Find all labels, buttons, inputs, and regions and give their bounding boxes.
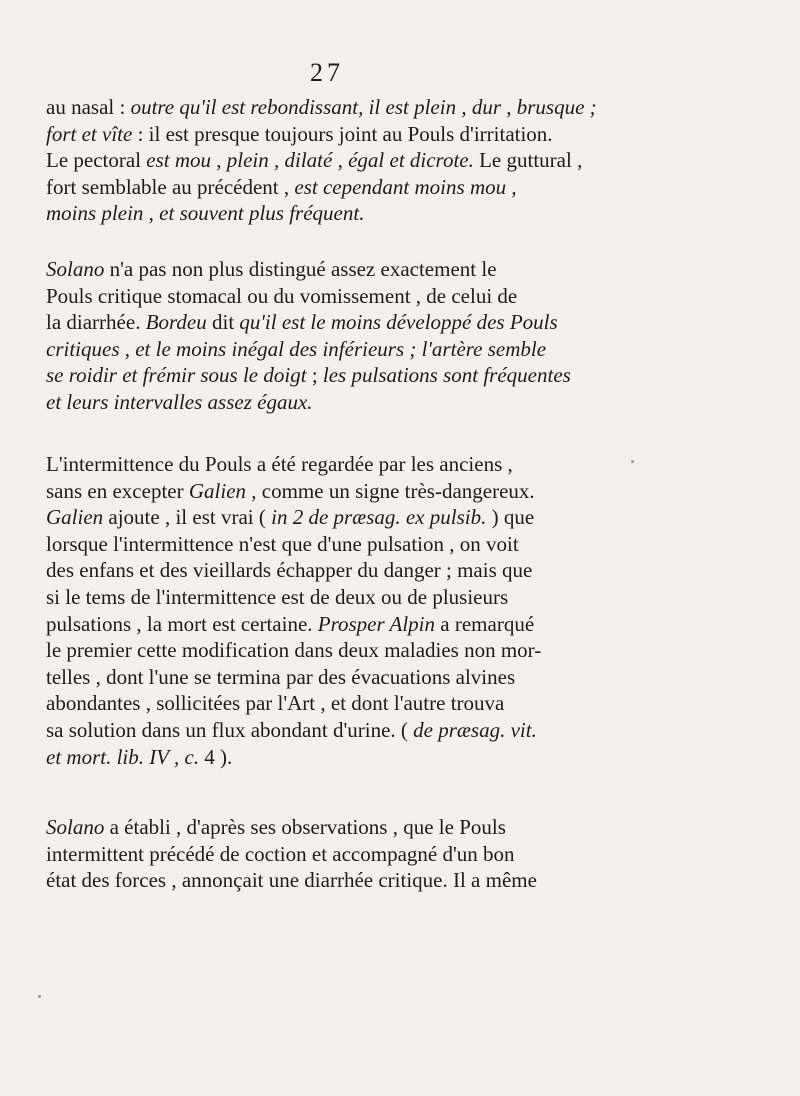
italic-text: est cependant moins mou , [294,174,517,199]
text-run: dit [206,310,240,335]
text-run: au nasal : [46,95,131,119]
text-run: intermittent précédé de coction et accompagné d'un bon [46,841,515,866]
italic-text: Solano [46,257,105,281]
text-run: le premier cette modification dans deux maladies non mor- [46,638,542,663]
italic-text: qu'il est le moins développé des Pouls [239,310,558,335]
text-line [46,531,618,558]
text-line [46,814,618,841]
paragraph [46,451,618,770]
text-run: des enfans et des vieillards échapper du danger ; mais que [46,558,533,583]
text-line [46,717,618,744]
text-line [46,664,618,691]
text-line [46,637,618,664]
text-line [46,121,618,148]
text-run: , comme un signe très-dangereux. [246,478,535,503]
text-line [46,611,618,638]
text-line [46,690,618,717]
italic-text: moins plein , et souvent plus fréquent. [46,201,365,226]
text-line [46,841,618,868]
paper-speck [38,995,41,998]
text-run: a remarqué [435,611,535,636]
italic-text: se roidir et frémir sous le doigt [46,363,307,388]
text-run: la diarrhée. [46,310,146,335]
text-run: abondantes , sollicitées par l'Art , et dont l'autre trouva [46,691,505,716]
text-line [46,867,618,894]
text-line [46,451,618,478]
text-run: ; [306,363,323,388]
text-run: Le guttural , [473,148,583,173]
text-line [46,309,618,336]
text-run: L'intermittence du Pouls a été regardée par les anciens , [46,452,513,476]
text-line [46,200,618,227]
italic-text: et leurs intervalles assez égaux. [46,389,313,414]
paragraph [46,94,618,227]
page-number: 27 [310,58,344,87]
text-line [46,389,618,416]
italic-text: de præsag. vit. [413,717,537,742]
text-run: lorsque l'intermittence n'est que d'une pulsation , on voit [46,531,519,556]
text-line [46,744,618,771]
text-line [46,478,618,505]
italic-text: Solano [46,815,105,839]
text-run: ) que [486,505,535,530]
text-run: : il est presque toujours joint au Pouls d'irritation. [132,121,553,146]
italic-text: Galien [188,478,247,503]
italic-text: outre qu'il est rebondissant, il est plein , dur , brusque ; [130,95,597,119]
text-run: sa solution dans un flux abondant d'urine. ( [46,717,414,742]
text-run: pulsations , la mort est certaine. [46,611,318,636]
text-line [46,504,618,531]
italic-text: in 2 de præsag. ex pulsib. [271,505,487,530]
text-run: Pouls critique stomacal ou du vomissement , de celui de [46,283,518,308]
text-run: état des forces , annonçait une diarrhée critique. Il a même [46,868,537,893]
text-line [46,336,618,363]
italic-text: et mort. lib. IV , c. [46,744,200,769]
italic-text: Prosper Alpin [317,611,436,636]
text-line [46,362,618,389]
text-line [46,557,618,584]
italic-text: est mou , plein , dilaté , égal et dicrote. [146,148,474,173]
text-run: ajoute , il est vrai ( [103,505,272,530]
paragraph [46,814,618,894]
text-line [46,94,618,121]
text-run: Le pectoral [46,148,147,173]
text-line [46,256,618,283]
text-line [46,174,618,201]
text-run: n'a pas non plus distingué assez exactement le [104,257,497,281]
text-run: sans en excepter [46,478,189,503]
italic-text: Bordeu [145,310,207,335]
text-run: si le tems de l'intermittence est de deux ou de plusieurs [46,584,509,609]
text-line [46,147,618,174]
text-run: a établi , d'après ses observations , que le Pouls [104,815,506,839]
text-line [46,283,618,310]
italic-text: critiques , et le moins inégal des inférieurs ; l'artère semble [46,336,547,361]
paragraph [46,256,618,416]
text-line [46,584,618,611]
italic-text: Galien [46,505,104,530]
text-run: fort semblable au précédent , [46,174,295,199]
text-run: 4 ). [199,744,233,769]
italic-text: fort et vîte [46,121,133,146]
paper-speck [631,460,634,463]
italic-text: les pulsations sont fréquentes [322,363,571,388]
text-run: telles , dont l'une se termina par des évacuations alvines [46,664,516,689]
